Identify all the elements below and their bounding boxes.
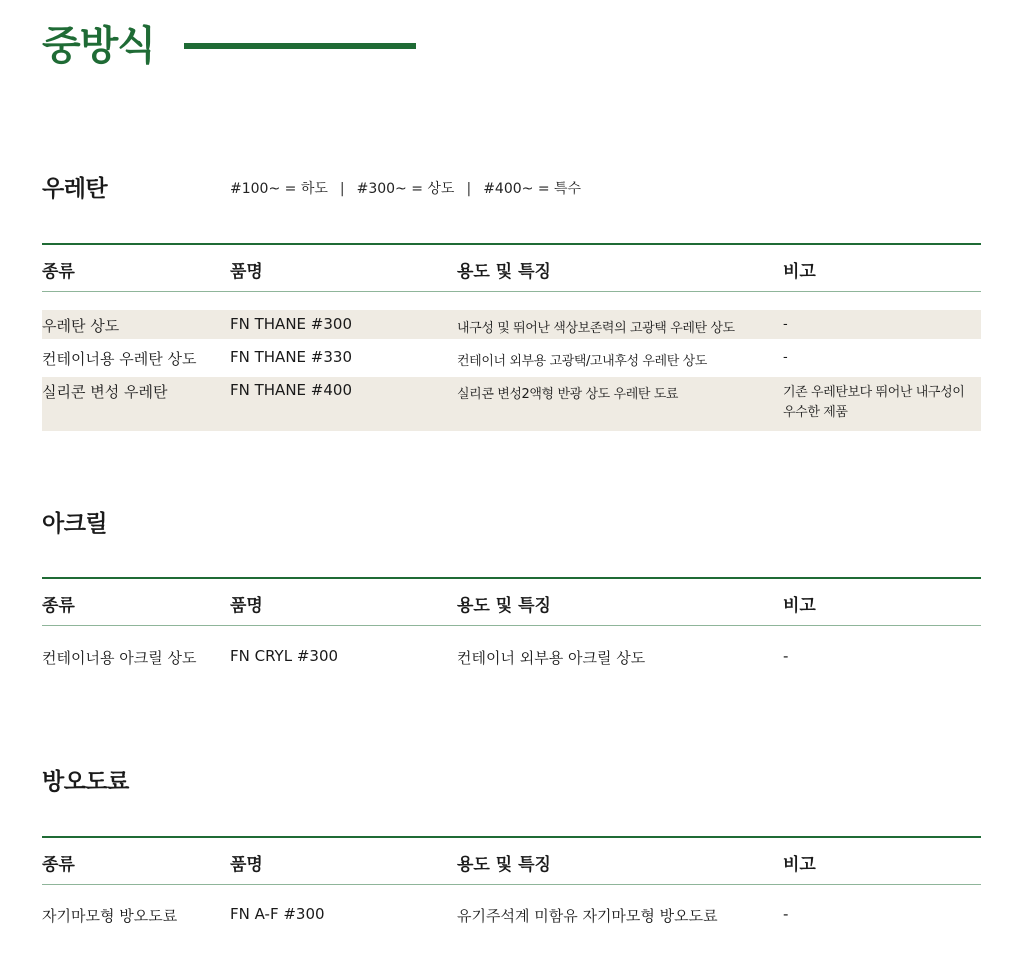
header-type: 종류: [42, 596, 75, 616]
table-row: [42, 339, 981, 377]
cell-usage: 내구성 및 뛰어난 색상보존력의 고광택 우레탄 상도: [457, 321, 735, 336]
table-row: [42, 626, 981, 690]
cell-remarks: [783, 383, 964, 423]
header-usage: 용도 및 특징: [457, 262, 551, 282]
remarks-line: 우수한 제품: [783, 405, 848, 420]
antifouling-table: [42, 836, 981, 947]
table-row: [42, 377, 981, 431]
cell-usage: 실리콘 변성2액형 반광 상도 우레탄 도료: [457, 387, 679, 402]
header-type: 종류: [42, 262, 75, 282]
section-title-acrylic: 아크릴: [42, 511, 108, 537]
legend-separator: |: [466, 181, 472, 197]
cell-product: FN THANE #400: [230, 381, 352, 399]
cell-product: FN THANE #330: [230, 348, 352, 366]
header-remarks: 비고: [783, 855, 816, 875]
header-remarks: 비고: [783, 596, 816, 616]
header-product: 품명: [230, 262, 263, 282]
header-type: 종류: [42, 855, 75, 875]
cell-usage: 컨테이너 외부용 고광택/고내후성 우레탄 상도: [457, 354, 707, 369]
table-row: [42, 885, 981, 947]
grade-legend: [230, 178, 581, 198]
cell-product: FN THANE #300: [230, 315, 352, 333]
cell-product: FN A-F #300: [230, 905, 325, 923]
header-product: 품명: [230, 596, 263, 616]
table-header: [42, 577, 981, 626]
cell-remarks: -: [783, 905, 789, 923]
page-title: 중방식: [42, 23, 155, 69]
title-underline: [184, 43, 416, 49]
cell-type: 컨테이너용 우레탄 상도: [42, 350, 197, 368]
header-product: 품명: [230, 855, 263, 875]
cell-type: 컨테이너용 아크릴 상도: [42, 649, 197, 667]
legend-separator: |: [339, 181, 345, 197]
cell-usage: 컨테이너 외부용 아크릴 상도: [457, 649, 646, 667]
cell-product: FN CRYL #300: [230, 647, 339, 665]
cell-usage: 유기주석계 미함유 자기마모형 방오도료: [457, 907, 718, 925]
section-title-antifouling: 방오도료: [42, 769, 129, 795]
header-usage: 용도 및 특징: [457, 596, 551, 616]
table-row: [42, 310, 981, 339]
cell-type: 우레탄 상도: [42, 317, 120, 335]
legend-primer: #100~ = 하도: [230, 181, 328, 197]
urethane-table: [42, 243, 981, 431]
cell-type: 실리콘 변성 우레탄: [42, 383, 168, 401]
cell-remarks: -: [783, 350, 788, 365]
cell-remarks: -: [783, 317, 788, 332]
cell-remarks: -: [783, 647, 789, 665]
cell-type: 자기마모형 방오도료: [42, 907, 178, 925]
legend-special: #400~ = 특수: [483, 181, 582, 197]
remarks-line: 기존 우레탄보다 뛰어난 내구성이: [783, 385, 965, 400]
header-remarks: 비고: [783, 262, 816, 282]
table-header: [42, 836, 981, 885]
table-header: [42, 243, 981, 292]
acrylic-table: [42, 577, 981, 690]
legend-topcoat: #300~ = 상도: [356, 181, 455, 197]
header-usage: 용도 및 특징: [457, 855, 551, 875]
section-title-urethane: 우레탄: [42, 176, 108, 202]
